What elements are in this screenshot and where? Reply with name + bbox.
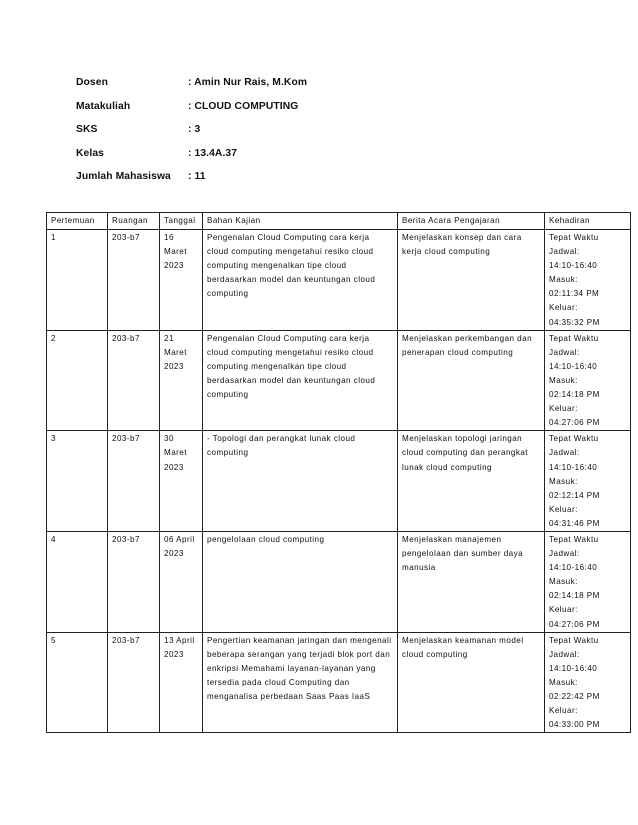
kehadiran-jadwal-label: Jadwal: bbox=[549, 448, 580, 458]
cell-kehadiran bbox=[545, 230, 631, 331]
table-row bbox=[47, 632, 631, 733]
matakuliah-value: : CLOUD COMPUTING bbox=[188, 100, 299, 112]
info-row-jumlah-mahasiswa bbox=[76, 171, 307, 195]
cell-ruangan: 203-b7 bbox=[108, 230, 160, 331]
kehadiran-keluar-value: 04:35:32 PM bbox=[549, 317, 600, 327]
cell-ruangan: 203-b7 bbox=[108, 330, 160, 431]
cell-tanggal: 13 April 2023 bbox=[160, 632, 203, 733]
dosen-label: Dosen bbox=[76, 77, 108, 88]
kehadiran-keluar-value: 04:27:06 PM bbox=[549, 418, 600, 428]
cell-tanggal: 30 Maret 2023 bbox=[160, 431, 203, 532]
kehadiran-keluar-label: Keluar: bbox=[549, 303, 578, 313]
kelas-value: : 13.4A.37 bbox=[188, 147, 238, 159]
kehadiran-masuk-label: Masuk: bbox=[549, 577, 578, 587]
kehadiran-jadwal-value: 14:10-16:40 bbox=[549, 563, 598, 573]
info-row-matakuliah bbox=[76, 101, 307, 125]
cell-ruangan: 203-b7 bbox=[108, 531, 160, 632]
course-info bbox=[76, 77, 307, 195]
kehadiran-status: Tepat Waktu bbox=[549, 233, 599, 242]
header-tanggal: Tanggal bbox=[160, 213, 203, 230]
cell-pertemuan: 5 bbox=[47, 632, 108, 733]
header-berita-acara: Berita Acara Pengajaran bbox=[398, 213, 545, 230]
kehadiran-masuk-label: Masuk: bbox=[549, 476, 578, 486]
cell-bahan-kajian: pengelolaan cloud computing bbox=[203, 531, 398, 632]
jumlah-mahasiswa-label: Jumlah Mahasiswa bbox=[76, 171, 171, 182]
cell-kehadiran bbox=[545, 632, 631, 733]
cell-pertemuan: 3 bbox=[47, 431, 108, 532]
kehadiran-masuk-value: 02:14:18 PM bbox=[549, 390, 600, 400]
kehadiran-masuk-value: 02:12:14 PM bbox=[549, 490, 600, 500]
header-bahan-kajian: Bahan Kajian bbox=[203, 213, 398, 230]
table-row bbox=[47, 531, 631, 632]
cell-tanggal: 21 Maret 2023 bbox=[160, 330, 203, 431]
cell-pertemuan: 4 bbox=[47, 531, 108, 632]
sks-label: SKS bbox=[76, 124, 98, 135]
table-row bbox=[47, 230, 631, 331]
table-header-row bbox=[47, 213, 631, 230]
cell-pertemuan: 2 bbox=[47, 330, 108, 431]
cell-kehadiran bbox=[545, 330, 631, 431]
kehadiran-keluar-label: Keluar: bbox=[549, 605, 578, 615]
header-ruangan: Ruangan bbox=[108, 213, 160, 230]
kehadiran-keluar-label: Keluar: bbox=[549, 504, 578, 514]
kehadiran-masuk-label: Masuk: bbox=[549, 677, 578, 687]
kehadiran-jadwal-value: 14:10-16:40 bbox=[549, 261, 598, 271]
table-row bbox=[47, 330, 631, 431]
cell-bahan-kajian: Pengenalan Cloud Computing cara kerja cloud computing mengetahui resiko cloud computing mengenalkan tipe cloud berdasarkan model dan keuntungan cloud computing bbox=[203, 330, 398, 431]
kehadiran-jadwal-label: Jadwal: bbox=[549, 649, 580, 659]
cell-berita-acara: Menjelaskan perkembangan dan penerapan cloud computing bbox=[398, 330, 545, 431]
header-pertemuan: Pertemuan bbox=[47, 213, 108, 230]
info-row-dosen bbox=[76, 77, 307, 101]
cell-bahan-kajian: Pengenalan Cloud Computing cara kerja cloud computing mengetahui resiko cloud computing mengenalkan tipe cloud berdasarkan model dan keuntungan cloud computing bbox=[203, 230, 398, 331]
kehadiran-masuk-value: 02:11:34 PM bbox=[549, 289, 600, 299]
cell-berita-acara: Menjelaskan topologi jaringan cloud computing dan perangkat lunak cloud computing bbox=[398, 431, 545, 532]
sks-value: : 3 bbox=[188, 124, 201, 135]
info-row-sks bbox=[76, 124, 307, 148]
cell-kehadiran bbox=[545, 531, 631, 632]
cell-kehadiran bbox=[545, 431, 631, 532]
cell-ruangan: 203-b7 bbox=[108, 632, 160, 733]
kehadiran-masuk-value: 02:14:18 PM bbox=[549, 591, 600, 601]
cell-tanggal: 16 Maret 2023 bbox=[160, 230, 203, 331]
kehadiran-jadwal-label: Jadwal: bbox=[549, 247, 580, 257]
matakuliah-label: Matakuliah bbox=[76, 100, 131, 112]
jumlah-mahasiswa-value: : 11 bbox=[188, 171, 206, 182]
dosen-value: : Amin Nur Rais, M.Kom bbox=[188, 77, 308, 88]
cell-bahan-kajian: Pengertian keamanan jaringan dan mengenali beberapa serangan yang terjadi blok port dan enkripsi Memahami layanan-layanan yang tersedia pada cloud Computing dan menganalisa perbedaan Saas Paas IaaS bbox=[203, 632, 398, 733]
attendance-table bbox=[46, 212, 631, 733]
header-kehadiran: Kehadiran bbox=[545, 213, 631, 230]
kehadiran-jadwal-value: 14:10-16:40 bbox=[549, 663, 598, 673]
info-row-kelas bbox=[76, 148, 307, 172]
cell-pertemuan: 1 bbox=[47, 230, 108, 331]
kehadiran-masuk-value: 02:22:42 PM bbox=[549, 692, 600, 701]
kehadiran-jadwal-value: 14:10-16:40 bbox=[549, 462, 598, 472]
kehadiran-status: Tepat Waktu bbox=[549, 635, 599, 645]
kehadiran-keluar-label: Keluar: bbox=[549, 706, 578, 716]
kehadiran-status: Tepat Waktu bbox=[549, 333, 599, 343]
kehadiran-jadwal-label: Jadwal: bbox=[549, 549, 580, 559]
cell-berita-acara: Menjelaskan manajemen pengelolaan dan sumber daya manusia bbox=[398, 531, 545, 632]
cell-tanggal: 06 April 2023 bbox=[160, 531, 203, 632]
table-row bbox=[47, 431, 631, 532]
kehadiran-masuk-label: Masuk: bbox=[549, 375, 578, 385]
cell-berita-acara: Menjelaskan keamanan model cloud computing bbox=[398, 632, 545, 733]
kehadiran-masuk-label: Masuk: bbox=[549, 275, 578, 285]
cell-ruangan: 203-b7 bbox=[108, 431, 160, 532]
kehadiran-status: Tepat Waktu bbox=[549, 534, 599, 544]
kehadiran-jadwal-value: 14:10-16:40 bbox=[549, 361, 598, 371]
kehadiran-status: Tepat Waktu bbox=[549, 434, 599, 444]
kehadiran-jadwal-label: Jadwal: bbox=[549, 347, 580, 357]
kelas-label: Kelas bbox=[76, 147, 104, 159]
kehadiran-keluar-label: Keluar: bbox=[549, 404, 578, 414]
kehadiran-keluar-value: 04:33:00 PM bbox=[549, 720, 600, 730]
kehadiran-keluar-value: 04:31:46 PM bbox=[549, 518, 600, 528]
cell-berita-acara: Menjelaskan konsep dan cara kerja cloud computing bbox=[398, 230, 545, 331]
cell-bahan-kajian: - Topologi dan perangkat lunak cloud computing bbox=[203, 431, 398, 532]
kehadiran-keluar-value: 04:27:06 PM bbox=[549, 619, 600, 629]
